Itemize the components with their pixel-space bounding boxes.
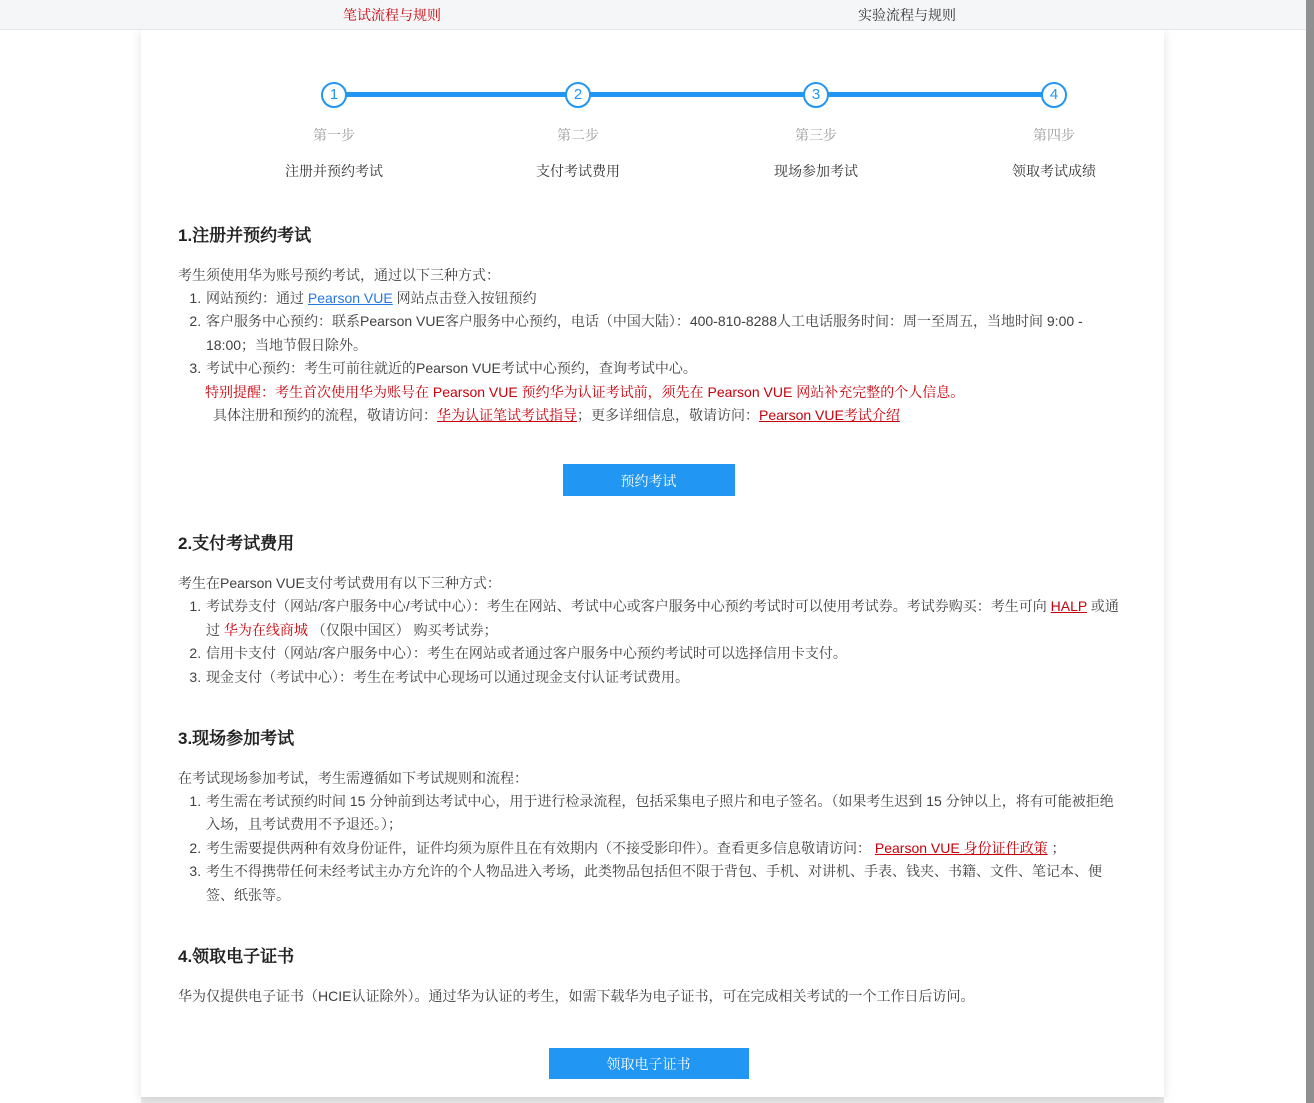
- tab-written-exam-rules[interactable]: 笔试流程与规则: [343, 7, 441, 23]
- step-2-title: 支付考试费用: [536, 163, 620, 179]
- step-2-label: 第二步: [557, 127, 599, 143]
- step-2: [493, 82, 663, 181]
- section-3-list: [178, 790, 1119, 907]
- pearson-vue-link[interactable]: Pearson VUE: [307, 290, 393, 306]
- stepper-connector-line: [334, 92, 1054, 97]
- li-text: 考试券支付（网站/客户服务中心/考试中心）：考生在网站、考试中心或客户服务中心预约考试时可以使用考试券。考试券购买：考生可向: [206, 598, 1051, 615]
- step-3-label: 第三步: [795, 127, 837, 143]
- booking-method-callcenter: 2. 客户服务中心预约：联系Pearson VUE客户服务中心预约，电话（中国大陆）：400-810-8288人工电话服务时间：周一至周五，当地时间 9:00 - 18:00；当地节假日除外。: [205, 310, 1119, 357]
- onsite-rule-items: 3. 考生不得携带任何未经考试主办方允许的个人物品进入考场，此类物品包括但不限于背包、手机、对讲机、手表、钱夹、书籍、文件、笔记本、便签、纸张等。: [205, 860, 1119, 907]
- step-4: [969, 82, 1139, 181]
- get-cert-button-row: [178, 1008, 1119, 1079]
- step-1-title: 注册并预约考试: [285, 163, 383, 179]
- section-2-list: [178, 595, 1119, 689]
- section-3-heading: 3.现场参加考试: [178, 729, 295, 749]
- section-4-intro: 华为仅提供电子证书（HCIE认证除外）。通过华为认证的考生，如需下载华为电子证书，可在完成相关考试的一个工作日后访问。: [178, 988, 975, 1005]
- special-reminder-text: 特别提醒：考生首次使用华为账号在 Pearson VUE 预约华为认证考试前，须先在 Pearson VUE 网站补充完整的个人信息。: [205, 383, 965, 400]
- book-exam-button[interactable]: 预约考试: [563, 464, 735, 496]
- page-bottom-strip: [141, 1097, 1164, 1103]
- section-1-heading: 1.注册并预约考试: [178, 226, 312, 245]
- step-3-title: 现场参加考试: [774, 163, 858, 179]
- tab-lab-exam-rules[interactable]: 实验流程与规则: [858, 7, 956, 23]
- booking-method-testcenter: 3. 考试中心预约：考生可前往就近的Pearson VUE考试中心预约，查询考试中心。: [205, 357, 1119, 380]
- payment-method-voucher: [205, 595, 1119, 642]
- halp-link[interactable]: HALP: [1050, 598, 1087, 615]
- step-1-circle: 1: [321, 82, 347, 108]
- top-tab-bar: [0, 0, 1306, 30]
- li-text: 网站点击登入按钮预约: [392, 290, 537, 306]
- step-4-title: 领取考试成绩: [1012, 163, 1096, 179]
- pearson-vue-intro-link[interactable]: Pearson VUE考试介绍: [759, 407, 900, 424]
- li-text: ；: [1047, 839, 1066, 856]
- huawei-online-store-link[interactable]: 华为在线商城: [223, 621, 308, 638]
- onsite-rule-id: [205, 837, 1119, 860]
- section-1-list: [178, 287, 1119, 381]
- li-text: 考生需要提供两种有效身份证件，证件均须为原件且在有效期内（不接受影印件）。查看更多信息敬请访问：: [206, 839, 875, 856]
- li-text: （仅限中国区） 购买考试券；: [307, 621, 498, 638]
- li-text: 或通过: [206, 598, 1119, 638]
- book-exam-button-row: [178, 427, 1119, 496]
- step-2-circle: 2: [565, 82, 591, 108]
- exam-steps-progress: [178, 30, 1119, 226]
- li-text: 网站预约：通过: [206, 290, 308, 306]
- onsite-rule-arrival: 1. 考生需在考试预约时间 15 分钟前到达考试中心，用于进行检录流程，包括采集电子照片和电子签名。（如果考生迟到 15 分钟以上，将有可能被拒绝入场，且考试费用不予退还。）；: [205, 790, 1119, 837]
- step-4-circle: 4: [1041, 82, 1067, 108]
- registration-guide-line: [178, 404, 1119, 427]
- section-4-heading: 4.领取电子证书: [178, 947, 295, 967]
- id-policy-link[interactable]: Pearson VUE 身份证件政策: [874, 839, 1048, 856]
- section-3-intro: 在考试现场参加考试，考生需遵循如下考试规则和流程：: [178, 770, 528, 787]
- step-1: [249, 82, 419, 181]
- step-3: [731, 82, 901, 181]
- step-3-circle: 3: [803, 82, 829, 108]
- guide-text: 具体注册和预约的流程，敬请访问：: [213, 407, 437, 424]
- step-4-label: 第四步: [1033, 127, 1075, 143]
- step-1-label: 第一步: [313, 127, 355, 143]
- section-2-heading: 2.支付考试费用: [178, 534, 295, 554]
- payment-method-cash: 3. 现金支付（考试中心）：考生在考试中心现场可以通过现金支付认证考试费用。: [205, 666, 1119, 689]
- guide-text: ；更多详细信息，敬请访问：: [577, 407, 759, 424]
- booking-method-website: [205, 287, 1119, 310]
- get-ecert-button[interactable]: 领取电子证书: [549, 1048, 749, 1079]
- written-exam-guide-link[interactable]: 华为认证笔试考试指导: [437, 407, 577, 424]
- payment-method-creditcard: 2. 信用卡支付（网站/客户服务中心）：考生在网站或者通过客户服务中心预约考试时可以选择信用卡支付。: [205, 642, 1119, 665]
- content-card: [141, 30, 1164, 1097]
- vertical-scrollbar[interactable]: [1306, 0, 1314, 1103]
- section-1-intro: 考生须使用华为账号预约考试，通过以下三种方式：: [178, 267, 500, 283]
- section-2-intro: 考生在Pearson VUE支付考试费用有以下三种方式：: [178, 575, 501, 592]
